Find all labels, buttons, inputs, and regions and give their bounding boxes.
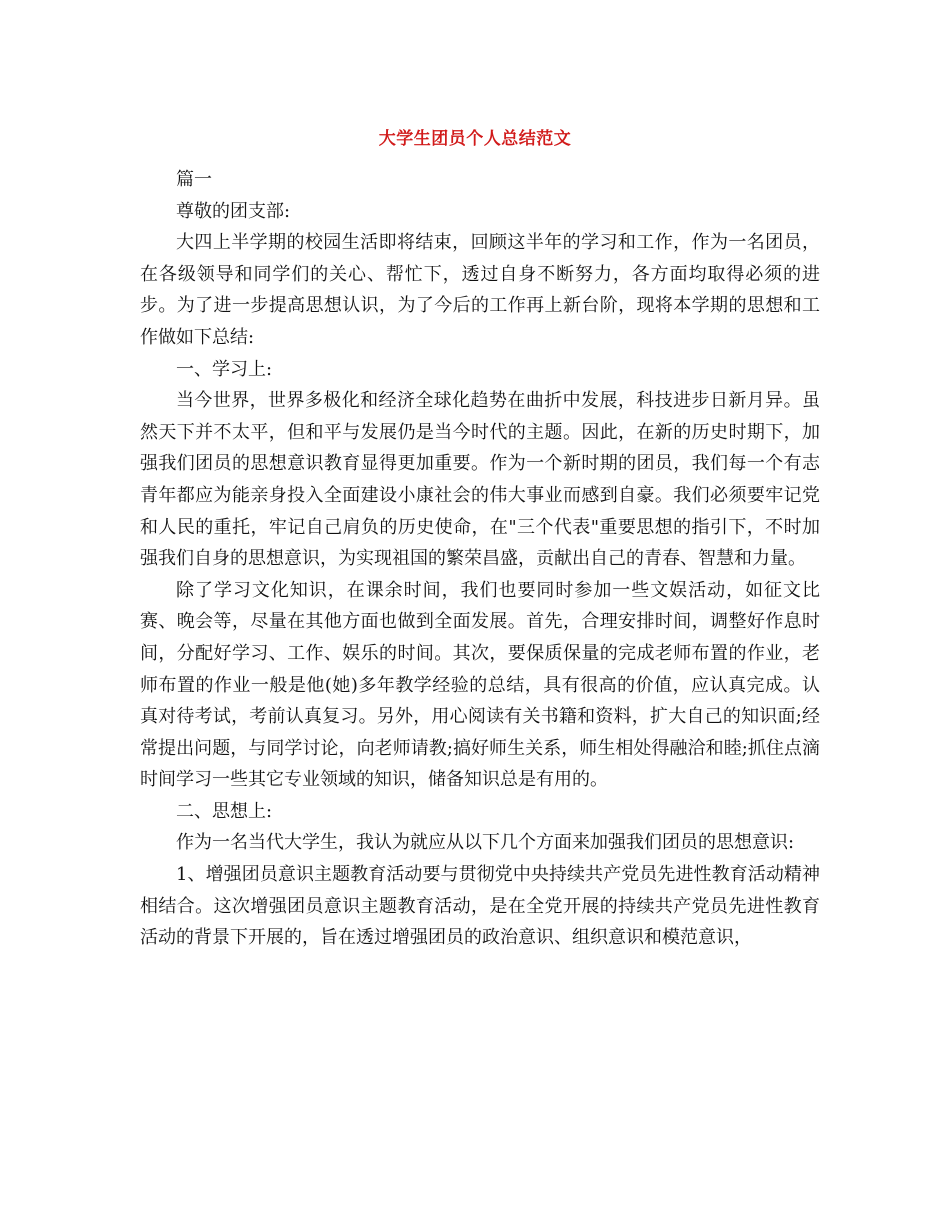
paragraph-section-label: 篇一	[176, 169, 212, 190]
paragraph-intro: 大四上半学期的校园生活即将结束，回顾这半年的学习和工作，作为一名团员，在各级领导和同学们的关心、帮忙下，透过自身不断努力，各方面均取得必须的进步。为了进一步提高思想认识，为了今后的工作再上新台阶，现将本学期的思想和工作做如下总结:	[140, 232, 820, 348]
heading-thought: 二、思想上:	[176, 800, 273, 822]
paragraph-thought-intro: 作为一名当代大学生，我认为就应从以下几个方面来加强我们团员的思想意识:	[176, 832, 795, 854]
heading-study: 一、学习上:	[176, 358, 273, 380]
document-body	[140, 164, 820, 954]
paragraph-salutation: 尊敬的团支部:	[176, 200, 291, 222]
paragraph-thought-point-1: 1、增强团员意识主题教育活动要与贯彻党中央持续共产党员先进性教育活动精神相结合。这次增强团员意识主题教育活动，是在全党开展的持续共产党员先进性教育活动的背景下开展的，旨在透过增强团员的政治意识、组织意识和模范意识，	[140, 864, 820, 949]
document-title: 大学生团员个人总结范文	[378, 129, 572, 149]
paragraph-study-activities: 除了学习文化知识，在课余时间，我们也要同时参加一些文娱活动，如征文比赛、晚会等，尽量在其他方面也做到全面发展。首先，合理安排时间，调整好作息时间，分配好学习、工作、娱乐的时间。其次，要保质保量的完成老师布置的作业，老师布置的作业一般是他(她)多年教学经验的总结，具有很高的价值，应认真完成。认真对待考试，考前认真复习。另外，用心阅读有关书籍和资料，扩大自己的知识面;经常提出问题，与同学讨论，向老师请教;搞好师生关系，师生相处得融洽和睦;抓住点滴时间学习一些其它专业领域的知识，储备知识总是有用的。	[140, 579, 820, 791]
paragraph-study-world: 当今世界，世界多极化和经济全球化趋势在曲折中发展，科技进步日新月异。虽然天下并不太平，但和平与发展仍是当今时代的主题。因此，在新的历史时期下，加强我们团员的思想意识教育显得更加重要。作为一个新时期的团员，我们每一个有志青年都应为能亲身投入全面建设小康社会的伟大事业而感到自豪。我们必须要牢记党和人民的重托，牢记自己肩负的历史使命，在"三个代表"重要思想的指引下，不时加强我们自身的思想意识，为实现祖国的繁荣昌盛，贡献出自己的青春、智慧和力量。	[140, 390, 820, 570]
